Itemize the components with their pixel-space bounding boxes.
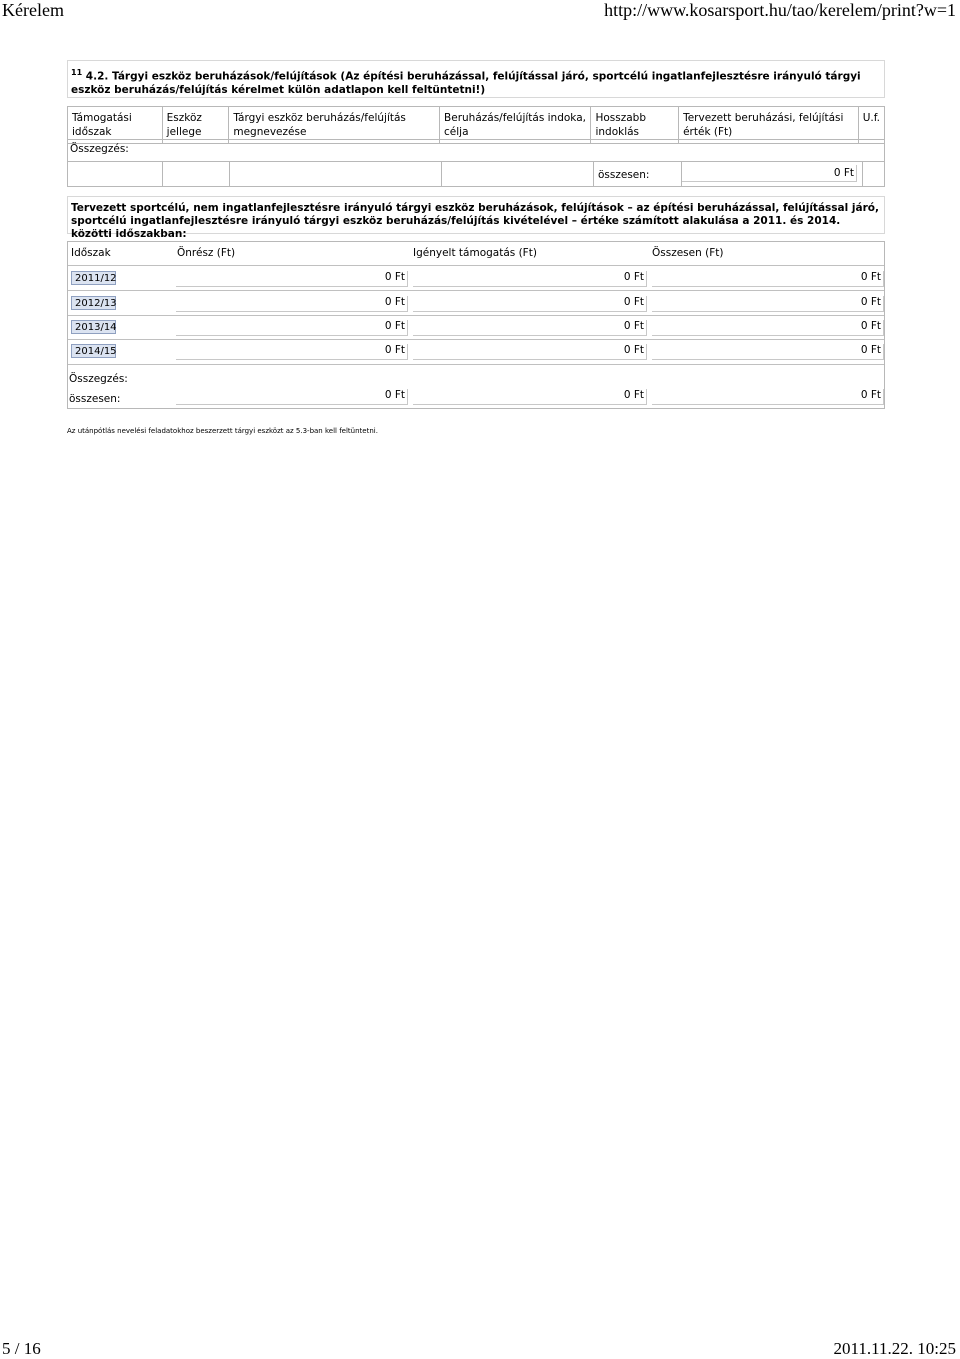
period-row bbox=[68, 266, 884, 291]
print-footer-datetime: 2011.11.22. 10:25 bbox=[833, 1339, 956, 1358]
period-table-header-row bbox=[68, 242, 884, 266]
col-header-asset-type: Eszköz jellege bbox=[162, 107, 229, 144]
footnote: Az utánpótlás nevelési feladatokhoz beszerzett tárgyi eszközt az 5.3-ban kell feltüntetni. bbox=[67, 427, 378, 435]
own-share-field[interactable]: 0 Ft bbox=[176, 344, 408, 360]
own-share-field[interactable]: 0 Ft bbox=[176, 320, 408, 336]
col-header-uf: U.f. bbox=[858, 107, 884, 144]
section-title-text: 4.2. Tárgyi eszköz beruházások/felújítások (Az építési beruházással, felújítással járó, sportcélú ingatlanfejlesztésre irányuló tárgyi eszköz beruházás/felújítás kérelmet külön adatlapon kell feltüntetni!) bbox=[71, 70, 861, 96]
col-header-asset-name: Tárgyi eszköz beruházás/felújítás megnevezése bbox=[229, 107, 440, 144]
asset-total-row bbox=[68, 162, 885, 187]
period-value[interactable]: 2013/14 bbox=[71, 320, 116, 334]
total-field[interactable]: 0 Ft bbox=[652, 344, 884, 360]
print-header-url: http://www.kosarsport.hu/tao/kerelem/print?w=1 bbox=[604, 0, 956, 20]
period-summary-label: Összegzés: bbox=[69, 373, 128, 385]
total-field[interactable]: 0 Ft bbox=[652, 271, 884, 287]
section-footnote-ref: 11 bbox=[71, 68, 83, 77]
asset-total-label: összesen: bbox=[594, 162, 682, 187]
asset-table-header-row bbox=[68, 107, 885, 144]
requested-field[interactable]: 0 Ft bbox=[413, 320, 647, 336]
own-share-total[interactable]: 0 Ft bbox=[176, 389, 408, 405]
col-header-period: Támogatási időszak bbox=[68, 107, 163, 144]
requested-field[interactable]: 0 Ft bbox=[413, 271, 647, 287]
requested-field[interactable]: 0 Ft bbox=[413, 344, 647, 360]
own-share-field[interactable]: 0 Ft bbox=[176, 271, 408, 287]
requested-field[interactable]: 0 Ft bbox=[413, 296, 647, 312]
period-value[interactable]: 2011/12 bbox=[71, 271, 116, 285]
period-value[interactable]: 2014/15 bbox=[71, 344, 116, 358]
period-breakdown-table bbox=[67, 241, 885, 409]
col-header-period: Időszak bbox=[71, 247, 111, 259]
col-header-total: Összesen (Ft) bbox=[652, 247, 724, 259]
period-row bbox=[68, 316, 884, 340]
period-row bbox=[68, 291, 884, 316]
col-header-reason: Beruházás/felújítás indoka, célja bbox=[440, 107, 591, 144]
section-title bbox=[67, 60, 885, 98]
own-share-field[interactable]: 0 Ft bbox=[176, 296, 408, 312]
col-header-requested: Igényelt támogatás (Ft) bbox=[413, 247, 537, 259]
col-header-own-share: Önrész (Ft) bbox=[177, 247, 236, 259]
print-footer-page: 5 / 16 bbox=[2, 1339, 41, 1358]
asset-total-value[interactable]: 0 Ft bbox=[682, 165, 857, 182]
print-header-title: Kérelem bbox=[2, 0, 64, 20]
col-header-planned-value: Tervezett beruházási, felújítási érték (Ft) bbox=[679, 107, 859, 144]
grand-total[interactable]: 0 Ft bbox=[652, 389, 884, 405]
period-breakdown-note: Tervezett sportcélú, nem ingatlanfejlesztésre irányuló tárgyi eszköz beruházások, felújítások – az építési beruházással, felújítással járó, sportcélú ingatlanfejlesztésre irányuló tárgyi eszköz beruházás/felújítás kivételével – értéke számított alakulása a 2011. és 2014. közötti időszakban: bbox=[67, 196, 885, 234]
requested-total[interactable]: 0 Ft bbox=[413, 389, 647, 405]
asset-total-row-table bbox=[67, 161, 885, 187]
period-total-label: összesen: bbox=[69, 393, 121, 405]
period-row bbox=[68, 340, 884, 365]
col-header-justification: Hosszabb indoklás bbox=[591, 107, 679, 144]
total-field[interactable]: 0 Ft bbox=[652, 320, 884, 336]
total-field[interactable]: 0 Ft bbox=[652, 296, 884, 312]
asset-summary-label: Összegzés: bbox=[67, 139, 885, 161]
period-value[interactable]: 2012/13 bbox=[71, 296, 116, 310]
